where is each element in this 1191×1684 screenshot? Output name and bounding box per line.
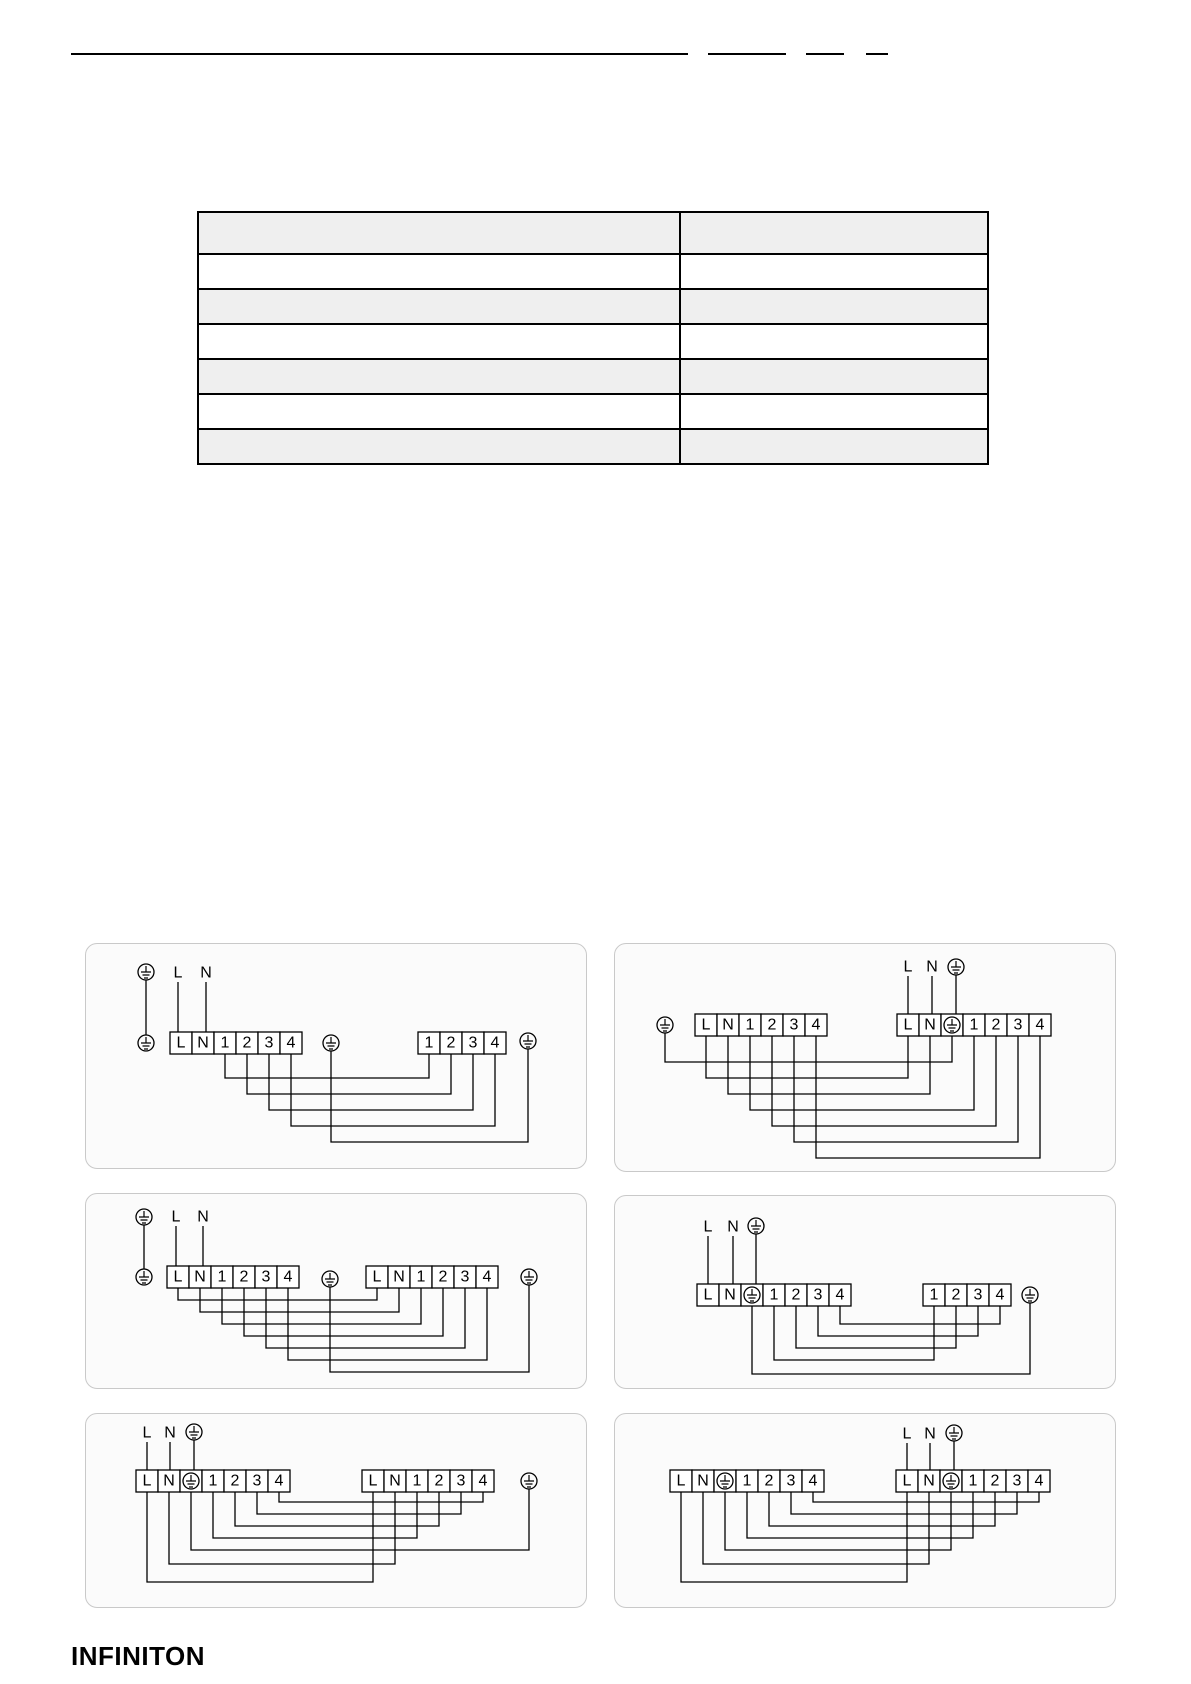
terminal-label: 1: [968, 1472, 978, 1490]
supply-label-live: L: [902, 1425, 912, 1443]
supply-label-neutral: N: [197, 1208, 209, 1226]
terminal-label: N: [197, 1034, 209, 1052]
terminal-label: L: [902, 1472, 912, 1490]
terminal-label: 1: [769, 1286, 779, 1304]
terminal-label: 2: [767, 1016, 777, 1034]
supply-label-neutral: N: [164, 1424, 176, 1442]
terminal-label: 4: [478, 1472, 488, 1490]
ground-icon: [141, 966, 151, 978]
supply-label-live: L: [703, 1218, 713, 1236]
table-cell-label: [198, 324, 680, 359]
wiring-diagram-3-svg: [86, 1194, 586, 1388]
terminal-label: N: [724, 1286, 736, 1304]
terminal-label: 4: [482, 1268, 492, 1286]
terminal-label: 4: [274, 1472, 284, 1490]
terminal-label: 4: [490, 1034, 500, 1052]
ground-icon: [524, 1271, 534, 1283]
table-row: [198, 254, 988, 289]
terminal-label: 3: [468, 1034, 478, 1052]
wire: [178, 1288, 377, 1300]
table-cell-label: [198, 254, 680, 289]
table-cell-label: [198, 394, 680, 429]
wire: [681, 1492, 907, 1582]
supply-label-neutral: N: [727, 1218, 739, 1236]
terminal-label: 1: [412, 1472, 422, 1490]
wire: [266, 1288, 465, 1348]
supply-label-live: L: [173, 964, 183, 982]
header-rule-4: [866, 53, 888, 55]
header-rule-2: [708, 53, 786, 55]
specification-table: [197, 211, 989, 465]
terminal-label: 1: [929, 1286, 939, 1304]
terminal-label: 1: [969, 1016, 979, 1034]
terminal-label: 3: [789, 1016, 799, 1034]
table-cell-value: [680, 429, 988, 464]
wire: [791, 1492, 1017, 1514]
wire: [235, 1492, 439, 1526]
terminal-label: 4: [995, 1286, 1005, 1304]
wire: [279, 1492, 483, 1502]
terminal-label: L: [142, 1472, 152, 1490]
wiring-diagram-3: [85, 1193, 587, 1389]
terminal-label: N: [163, 1472, 175, 1490]
terminal-label: 1: [424, 1034, 434, 1052]
terminal-label: 4: [283, 1268, 293, 1286]
ground-icon: [524, 1475, 534, 1487]
wire: [840, 1306, 1000, 1324]
header-rule-main: [71, 53, 688, 55]
supply-label-neutral: N: [926, 958, 938, 976]
terminal-label: 1: [220, 1034, 230, 1052]
terminal-label: N: [722, 1016, 734, 1034]
terminal-label: 4: [835, 1286, 845, 1304]
wiring-diagram-1: [85, 943, 587, 1169]
ground-icon: [325, 1273, 335, 1285]
wire: [774, 1306, 934, 1360]
table-cell-value: [680, 324, 988, 359]
wiring-diagram-5-svg: [86, 1414, 586, 1607]
table-cell-value: [680, 254, 988, 289]
supply-label-live: L: [142, 1424, 152, 1442]
terminal-label: 3: [264, 1034, 274, 1052]
wire: [169, 1492, 395, 1564]
terminal-label: 1: [742, 1472, 752, 1490]
terminal-label: 1: [217, 1268, 227, 1286]
wiring-diagram-2: [614, 943, 1116, 1172]
terminal-label: 3: [1013, 1016, 1023, 1034]
terminal-label: 4: [286, 1034, 296, 1052]
ground-icon: [660, 1019, 670, 1031]
wire: [213, 1492, 417, 1538]
terminal-label: 1: [745, 1016, 755, 1034]
wire: [769, 1492, 995, 1526]
ground-icon: [141, 1037, 151, 1049]
terminal-label: L: [703, 1286, 713, 1304]
terminal-label: 2: [791, 1286, 801, 1304]
terminal-label: 3: [460, 1268, 470, 1286]
terminal-label: N: [393, 1268, 405, 1286]
wire: [750, 1036, 974, 1110]
terminal-label: 2: [239, 1268, 249, 1286]
wire: [703, 1492, 929, 1564]
brand-logo: INFINITON: [71, 1641, 206, 1671]
table-row: [198, 324, 988, 359]
terminal-label: N: [697, 1472, 709, 1490]
table-row: [198, 429, 988, 464]
wire: [747, 1492, 973, 1538]
ground-icon: [189, 1426, 199, 1438]
terminal-label: 3: [786, 1472, 796, 1490]
terminal-label: 3: [973, 1286, 983, 1304]
terminal-label: 2: [230, 1472, 240, 1490]
terminal-label: 2: [951, 1286, 961, 1304]
terminal-label: N: [194, 1268, 206, 1286]
supply-label-neutral: N: [924, 1425, 936, 1443]
terminal-label: N: [924, 1016, 936, 1034]
terminal-label: L: [903, 1016, 913, 1034]
terminal-label: 3: [252, 1472, 262, 1490]
ground-icon: [1025, 1289, 1035, 1301]
header-rule-3: [806, 53, 844, 55]
wire: [247, 1054, 451, 1094]
ground-icon: [751, 1220, 761, 1232]
terminal-label: 4: [1035, 1016, 1045, 1034]
wiring-diagram-2-svg: [615, 944, 1115, 1171]
wire: [796, 1306, 956, 1348]
table-cell-label: [198, 212, 680, 254]
ground-icon: [523, 1035, 533, 1047]
terminal-label: L: [676, 1472, 686, 1490]
wire: [725, 1492, 951, 1550]
terminal-label: 1: [208, 1472, 218, 1490]
terminal-label: 2: [446, 1034, 456, 1052]
terminal-label: 3: [456, 1472, 466, 1490]
wiring-diagram-4-svg: [615, 1196, 1115, 1388]
ground-icon: [326, 1037, 336, 1049]
wire: [813, 1492, 1039, 1502]
terminal-label: L: [701, 1016, 711, 1034]
terminal-label: 4: [808, 1472, 818, 1490]
table-cell-value: [680, 394, 988, 429]
terminal-label: 2: [242, 1034, 252, 1052]
terminal-label: 2: [438, 1268, 448, 1286]
table-cell-value: [680, 359, 988, 394]
terminal-label: 3: [1012, 1472, 1022, 1490]
wire: [291, 1054, 495, 1126]
terminal-label: L: [176, 1034, 186, 1052]
table-row: [198, 289, 988, 324]
terminal-label: N: [923, 1472, 935, 1490]
terminal-label: 2: [764, 1472, 774, 1490]
table-cell-value: [680, 289, 988, 324]
table-cell-label: [198, 289, 680, 324]
wiring-diagram-6: [614, 1413, 1116, 1608]
terminal-label: 4: [1034, 1472, 1044, 1490]
terminal-label: L: [368, 1472, 378, 1490]
table-cell-value: [680, 212, 988, 254]
ground-icon: [951, 961, 961, 973]
terminal-label: 2: [991, 1016, 1001, 1034]
wire: [772, 1036, 996, 1126]
supply-label-neutral: N: [200, 964, 212, 982]
wire: [706, 1036, 908, 1078]
supply-label-live: L: [171, 1208, 181, 1226]
wire: [147, 1492, 373, 1582]
wire: [191, 1489, 529, 1550]
wire: [818, 1306, 978, 1336]
wiring-diagram-5: [85, 1413, 587, 1608]
wire: [728, 1036, 930, 1094]
wire: [222, 1288, 421, 1324]
wire: [225, 1054, 429, 1078]
terminal-label: 2: [990, 1472, 1000, 1490]
wiring-diagram-6-svg: [615, 1414, 1115, 1607]
terminal-label: L: [173, 1268, 183, 1286]
terminal-label: N: [389, 1472, 401, 1490]
table-row: [198, 212, 988, 254]
terminal-label: 3: [261, 1268, 271, 1286]
terminal-label: L: [372, 1268, 382, 1286]
wire: [816, 1036, 1040, 1158]
terminal-label: 2: [434, 1472, 444, 1490]
supply-label-live: L: [903, 958, 913, 976]
wiring-diagram-1-svg: [86, 944, 586, 1168]
table-cell-label: [198, 429, 680, 464]
wire: [257, 1492, 461, 1514]
table-row: [198, 359, 988, 394]
wire: [665, 1033, 952, 1062]
ground-icon: [139, 1211, 149, 1223]
wiring-diagram-4: [614, 1195, 1116, 1389]
wire: [752, 1303, 1030, 1374]
terminal-label: 4: [811, 1016, 821, 1034]
terminal-label: 3: [813, 1286, 823, 1304]
table-row: [198, 394, 988, 429]
terminal-label: 1: [416, 1268, 426, 1286]
ground-icon: [949, 1427, 959, 1439]
table-cell-label: [198, 359, 680, 394]
wire: [330, 1285, 529, 1372]
wire: [269, 1054, 473, 1110]
ground-icon: [139, 1271, 149, 1283]
